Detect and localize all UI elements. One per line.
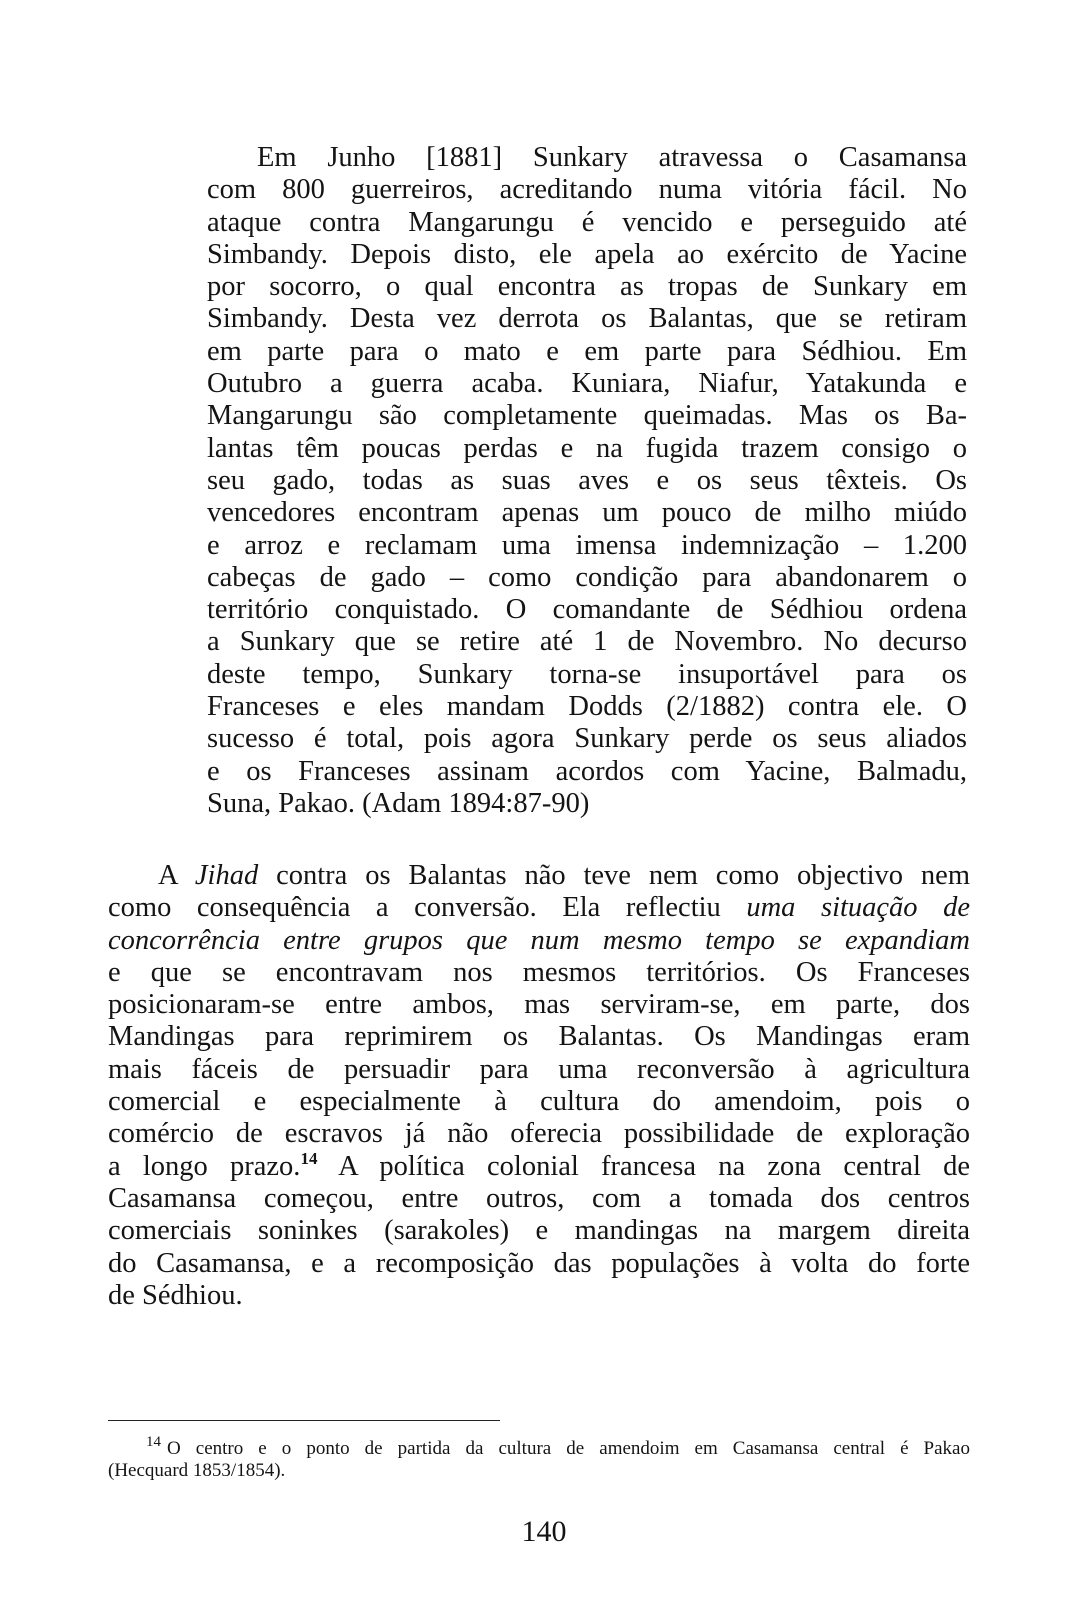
page-number: 140 <box>521 1515 567 1548</box>
quote-line: deste tempo, Sunkary torna-se insuportável para os <box>207 658 967 690</box>
footnote <box>108 1434 970 1482</box>
footnote-number: 14 <box>146 1434 161 1450</box>
text-run: contra os Balantas não teve nem como objectivo nem <box>258 860 971 891</box>
paragraph-line <box>108 1148 970 1183</box>
quote-line: vencedores encontram apenas um pouco de milho miúdo <box>207 497 967 529</box>
quote-line: e arroz e reclamam uma imensa indemnização – 1.200 <box>207 529 967 561</box>
text-run: como consequência a conversão. Ela reflectiu <box>108 892 747 924</box>
quote-line: Simbandy. Desta vez derrota os Balantas, que se retiram <box>207 303 967 335</box>
quote-line: lantas têm poucas perdas e na fugida trazem consigo o <box>207 432 967 464</box>
footnote-line <box>108 1434 970 1460</box>
footnote-reference[interactable]: 14 <box>300 1148 318 1168</box>
quote-line: e os Franceses assinam acordos com Yacine, Balmadu, <box>207 755 967 787</box>
quote-line: Mangarungu são completamente queimadas. Mas os Ba- <box>207 400 967 432</box>
quote-line: Em Junho [1881] Sunkary atravessa o Casamansa <box>257 142 967 173</box>
italic-emphasis: uma situação de <box>746 892 970 924</box>
text-run: a longo prazo. <box>108 1150 301 1182</box>
paragraph-line: de Sédhiou. <box>108 1279 243 1311</box>
paragraph-line <box>108 925 970 957</box>
footnote-separator <box>108 1420 500 1421</box>
paragraph-line <box>108 892 970 924</box>
paragraph-line: comerciais soninkes (sarakoles) e mandingas na margem direita <box>108 1215 970 1247</box>
paragraph-line <box>108 860 970 892</box>
quote-line: Suna, Pakao. (Adam 1894:87-90) <box>207 787 590 819</box>
paragraph-line: mais fáceis de persuadir para uma reconversão à agricultura <box>108 1053 970 1085</box>
text-run: A <box>158 860 195 891</box>
body-paragraph <box>108 860 970 1312</box>
italic-emphasis: concorrência entre grupos que num mesmo tempo se expandiam <box>108 924 970 956</box>
text-run: A política colonial francesa na zona central de <box>317 1150 970 1182</box>
quote-line: a Sunkary que se retire até 1 de Novembro. No decurso <box>207 626 967 658</box>
footnote-line: (Hecquard 1853/1854). <box>108 1460 286 1481</box>
quote-line: seu gado, todas as suas aves e os seus têxteis. Os <box>207 464 967 496</box>
quote-line: Franceses e eles mandam Dodds (2/1882) contra ele. O <box>207 691 967 723</box>
paragraph-line: Casamansa começou, entre outros, com a tomada dos centros <box>108 1182 970 1214</box>
paragraph-line: comércio de escravos já não oferecia possibilidade de exploração <box>108 1118 970 1150</box>
quote-line: território conquistado. O comandante de Sédhiou ordena <box>207 594 967 626</box>
quote-line: ataque contra Mangarungu é vencido e perseguido até <box>207 206 967 238</box>
paragraph-line: posicionaram-se entre ambos, mas serviram-se, em parte, dos <box>108 989 970 1021</box>
paragraph-line: e que se encontravam nos mesmos territórios. Os Franceses <box>108 956 970 988</box>
block-quote <box>207 142 967 820</box>
quote-line: sucesso é total, pois agora Sunkary perde os seus aliados <box>207 723 967 755</box>
quote-line: cabeças de gado – como condição para abandonarem o <box>207 561 967 593</box>
paragraph-line: comercial e especialmente à cultura do amendoim, pois o <box>108 1086 970 1118</box>
quote-line: Outubro a guerra acaba. Kuniara, Niafur, Yatakunda e <box>207 368 967 400</box>
quote-line: em parte para o mato e em parte para Sédhiou. Em <box>207 335 967 367</box>
paragraph-line: Mandingas para reprimirem os Balantas. Os Mandingas eram <box>108 1021 970 1053</box>
footnote-text: O centro e o ponto de partida da cultura de amendoim em Casamansa central é Pakao <box>167 1438 970 1459</box>
quote-line: por socorro, o qual encontra as tropas de Sunkary em <box>207 271 967 303</box>
quote-line: com 800 guerreiros, acreditando numa vitória fácil. No <box>207 174 967 206</box>
quote-line: Simbandy. Depois disto, ele apela ao exército de Yacine <box>207 238 967 270</box>
paragraph-line: do Casamansa, e a recomposição das populações à volta do forte <box>108 1247 970 1279</box>
italic-term: Jihad <box>194 860 259 891</box>
